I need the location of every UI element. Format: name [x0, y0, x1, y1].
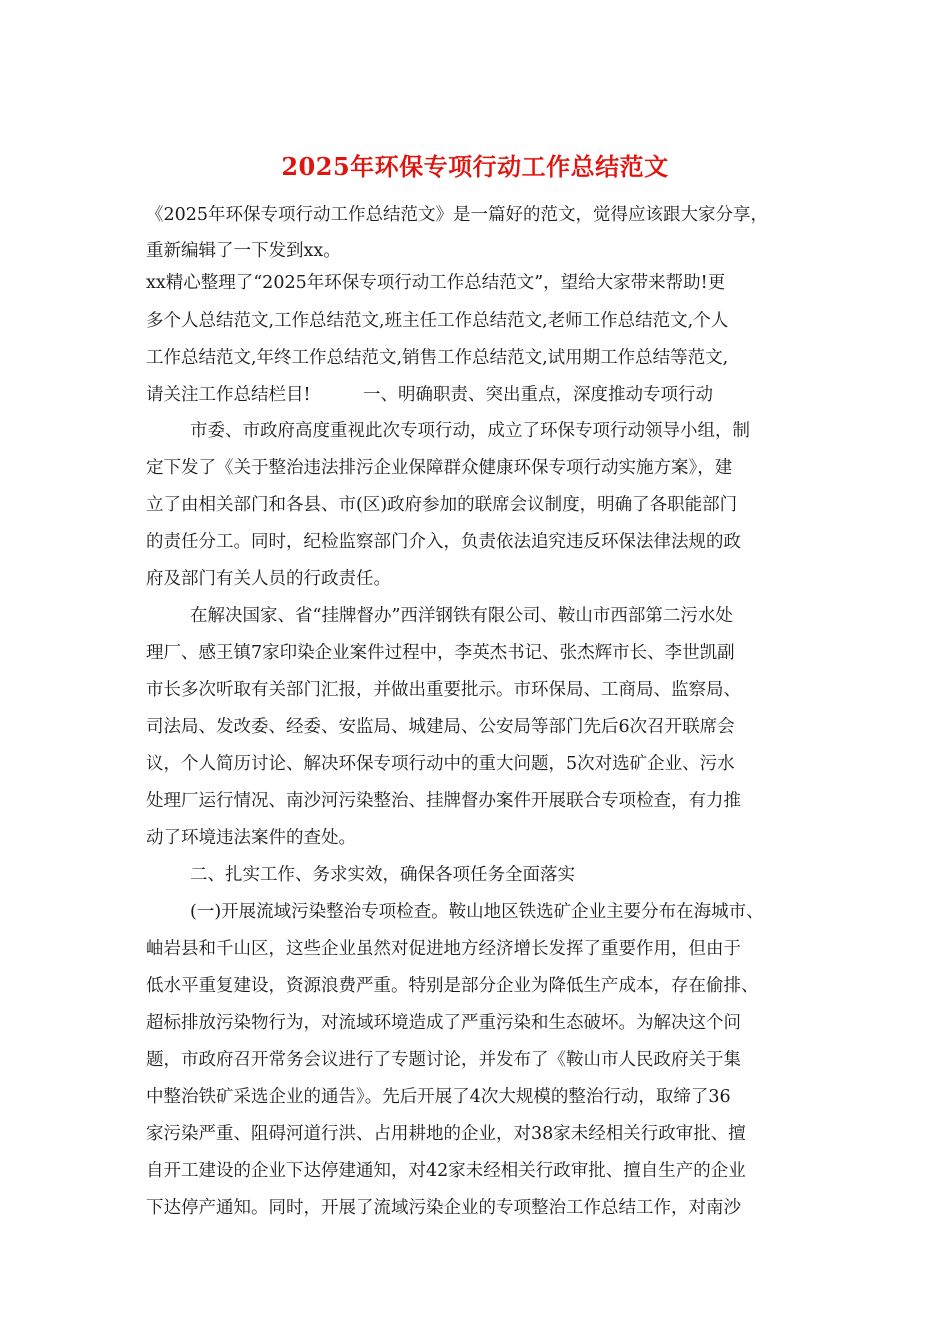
- body-line: 自开工建设的企业下达停建通知，对42家未经相关行政审批、擅自生产的企业: [146, 1161, 746, 1181]
- body-line: 定下发了《关于整治违法排污企业保障群众健康环保专项行动实施方案》，建: [146, 458, 733, 478]
- body-line: 下达停产通知。同时，开展了流域污染企业的专项整治工作总结工作，对南沙: [146, 1198, 741, 1218]
- body-line: 多个人总结范文,工作总结范文,班主任工作总结范文,老师工作总结范文,个人: [146, 311, 729, 331]
- body-line: 低水平重复建设，资源浪费严重。特别是部分企业为降低生产成本，存在偷排、: [146, 976, 759, 996]
- body-line: 超标排放污染物行为，对流域环境造成了严重污染和生态破坏。为解决这个问: [146, 1013, 741, 1033]
- body-line: 中整治铁矿采选企业的通告》。先后开展了4次大规模的整治行动，取缔了36: [146, 1087, 731, 1107]
- body-line: 理厂、感王镇7家印染企业案件过程中，李英杰书记、张杰辉市长、李世凯副: [146, 643, 735, 663]
- body-line: 市委、市政府高度重视此次专项行动，成立了环保专项行动领导小组，制: [190, 421, 750, 441]
- body-line: 市长多次听取有关部门汇报，并做出重要批示。市环保局、工商局、监察局、: [146, 680, 741, 700]
- body-line: 处理厂运行情况、南沙河污染整治、挂牌督办案件开展联合专项检查，有力推: [146, 791, 741, 811]
- body-line: (一)开展流域污染整治专项检查。鞍山地区铁选矿企业主要分布在海城市、: [190, 902, 764, 922]
- body-line: 府及部门有关人员的行政责任。: [146, 569, 391, 589]
- body-line: 立了由相关部门和各县、市(区)政府参加的联席会议制度，明确了各职能部门: [146, 495, 738, 515]
- section-heading: 二、扎实工作、务求实效，确保各项任务全面落实: [190, 865, 575, 885]
- body-line: 工作总结范文,年终工作总结范文,销售工作总结范文,试用期工作总结等范文,: [146, 348, 729, 368]
- body-line: 请关注工作总结栏目! 一、明确职责、突出重点，深度推动专项行动: [146, 385, 714, 405]
- body-line: xx精心整理了“2025年环保专项行动工作总结范文”，望给大家带来帮助!更: [146, 273, 726, 293]
- body-line: 岫岩县和千山区，这些企业虽然对促进地方经济增长发挥了重要作用，但由于: [146, 939, 741, 959]
- body-line: 司法局、发改委、经委、安监局、城建局、公安局等部门先后6次召开联席会: [146, 717, 735, 737]
- body-line: 重新编辑了一下发到xx。: [146, 241, 341, 261]
- document-title: 2025年环保专项行动工作总结范文: [281, 152, 669, 181]
- body-line: 的责任分工。同时，纪检监察部门介入，负责依法追究违反环保法律法规的政: [146, 532, 741, 552]
- body-line: 《2025年环保专项行动工作总结范文》是一篇好的范文，觉得应该跟大家分享，: [146, 205, 769, 225]
- body-line: 在解决国家、省“挂牌督办”西洋钢铁有限公司、鞍山市西部第二污水处: [190, 606, 733, 626]
- body-line: 动了环境违法案件的查处。: [146, 828, 356, 848]
- body-line: 议，个人简历讨论、解决环保专项行动中的重大问题，5次对选矿企业、污水: [146, 754, 735, 774]
- body-line: 题，市政府召开常务会议进行了专题讨论，并发布了《鞍山市人民政府关于集: [146, 1050, 741, 1070]
- body-line: 家污染严重、阻碍河道行洪、占用耕地的企业，对38家未经相关行政审批、擅: [146, 1124, 746, 1144]
